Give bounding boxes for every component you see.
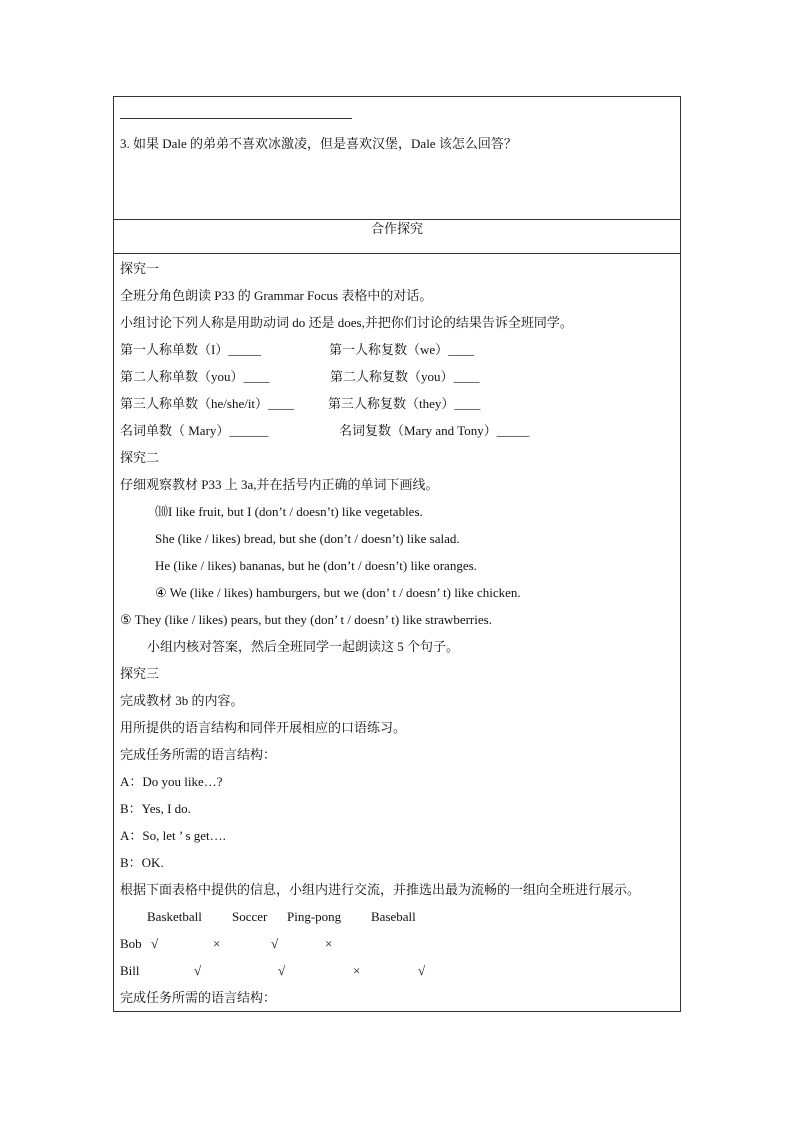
sentence-5: ⑤ They (like / likes) pears, but they (don’ t / doesn’ t) like strawberries. — [120, 612, 492, 627]
person-row-right: 第一人称复数（we）____ — [329, 342, 475, 357]
section-title: 合作探究 — [370, 221, 423, 236]
check-mark: √ — [271, 936, 279, 951]
sentence-1: ⑽I like fruit, but I (don’t / doesn’t) like vegetables. — [155, 504, 423, 519]
explore3-line5: 完成任务所需的语言结构： — [120, 990, 277, 1005]
sentence-2: She (like / likes) bread, but she (don’t / doesn’t) like salad. — [155, 531, 460, 546]
explore3-line3: 完成任务所需的语言结构： — [120, 747, 277, 762]
explore3-line2: 用所提供的语言结构和同伴开展相应的口语练习。 — [120, 720, 407, 735]
person-row-right: 第三人称复数（they）____ — [328, 396, 481, 411]
sentence-3: He (like / likes) bananas, but he (don’t / doesn’t) like oranges. — [155, 558, 477, 573]
explore1-line1: 全班分角色朗读 P33 的 Grammar Focus 表格中的对话。 — [120, 288, 433, 303]
check-mark: √ — [151, 936, 159, 951]
person-row-left: 第二人称单数（you）____ — [120, 369, 270, 384]
sport-header: Basketball — [147, 909, 202, 924]
explore1-heading: 探究一 — [120, 261, 160, 276]
sport-header: Ping-pong — [287, 909, 342, 924]
row-divider — [114, 253, 680, 254]
person-name-bill: Bill — [120, 963, 140, 978]
explore2-heading: 探究二 — [120, 450, 160, 465]
question-3: 3. 如果 Dale 的弟弟不喜欢冰激凌，但是喜欢汉堡，Dale 该怎么回答？ — [120, 136, 517, 151]
sentence-4: ④ We (like / likes) hamburgers, but we (don’ t / doesn’ t) like chicken. — [155, 585, 521, 600]
check-mark: √ — [418, 963, 426, 978]
person-row-left: 第一人称单数（I）_____ — [120, 342, 261, 357]
explore3-heading: 探究三 — [120, 666, 160, 681]
explore1-line2: 小组讨论下列人称是用助动词 do 还是 does,并把你们讨论的结果告诉全班同学。 — [120, 315, 573, 330]
person-name-bob: Bob — [120, 936, 142, 951]
sport-header: Baseball — [371, 909, 416, 924]
dialogue-line: B：Yes, I do. — [120, 801, 191, 816]
sport-header: Soccer — [232, 909, 268, 924]
dialogue-line: B：OK. — [120, 855, 164, 870]
check-mark: √ — [278, 963, 286, 978]
check-mark: √ — [194, 963, 202, 978]
explore3-line1: 完成教材 3b 的内容。 — [120, 693, 244, 708]
row-divider — [114, 219, 680, 220]
cross-mark: × — [353, 963, 361, 978]
cross-mark: × — [325, 936, 333, 951]
person-row-right: 第二人称复数（you）____ — [330, 369, 480, 384]
explore3-line4: 根据下面表格中提供的信息，小组内进行交流，并推选出最为流畅的一组向全班进行展示。 — [120, 882, 641, 897]
cross-mark: × — [213, 936, 221, 951]
dialogue-line: A：So, let ’ s get…. — [120, 828, 226, 843]
person-row-right: 名词复数（Mary and Tony）_____ — [339, 423, 530, 438]
dialogue-line: A：Do you like…? — [120, 774, 223, 789]
explore2-line1: 仔细观察教材 P33 上 3a,并在括号内正确的单词下画线。 — [120, 477, 439, 492]
person-row-left: 名词单数（ Mary）______ — [120, 423, 269, 438]
answer-underline — [120, 118, 352, 119]
explore2-line2: 小组内核对答案，然后全班同学一起朗读这 5 个句子。 — [147, 639, 460, 654]
person-row-left: 第三人称单数（he/she/it）____ — [120, 396, 295, 411]
